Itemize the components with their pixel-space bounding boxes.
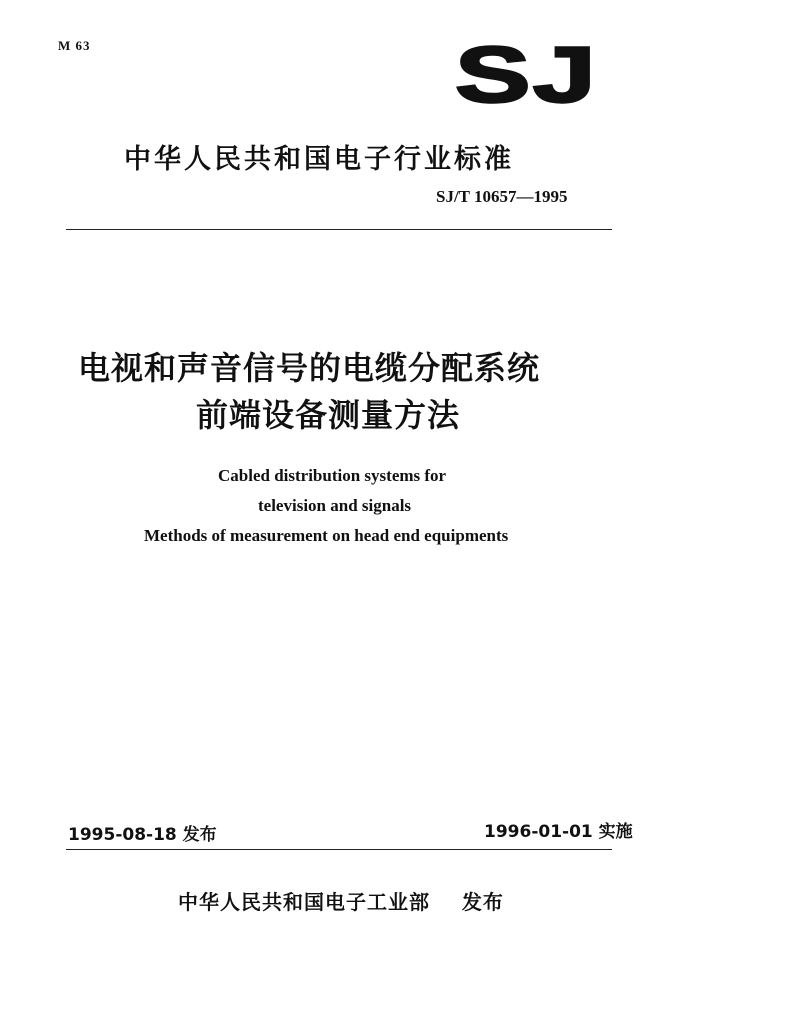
english-title-line-2: television and signals xyxy=(258,496,412,515)
chinese-title-line-2: 前端设备测量方法 xyxy=(196,396,461,434)
english-title-line-3: Methods of measurement on head end equipments xyxy=(144,526,509,545)
publisher-line: 中华人民共和国电子工业部 发布 xyxy=(178,890,504,914)
sj-logo: SJ xyxy=(455,31,599,119)
issue-date: 1995-08-18 发布 xyxy=(68,825,217,845)
bottom-divider xyxy=(66,849,612,850)
top-divider xyxy=(66,229,612,230)
implementation-date: 1996-01-01 实施 xyxy=(484,822,633,842)
standard-body-title: 中华人民共和国电子行业标准 xyxy=(124,144,514,175)
classification-code: M 63 xyxy=(58,38,91,53)
english-title-line-1: Cabled distribution systems for xyxy=(218,466,447,485)
chinese-title-line-1: 电视和声音信号的电缆分配系统 xyxy=(78,349,541,387)
standard-number: SJ/T 10657—1995 xyxy=(436,187,568,206)
